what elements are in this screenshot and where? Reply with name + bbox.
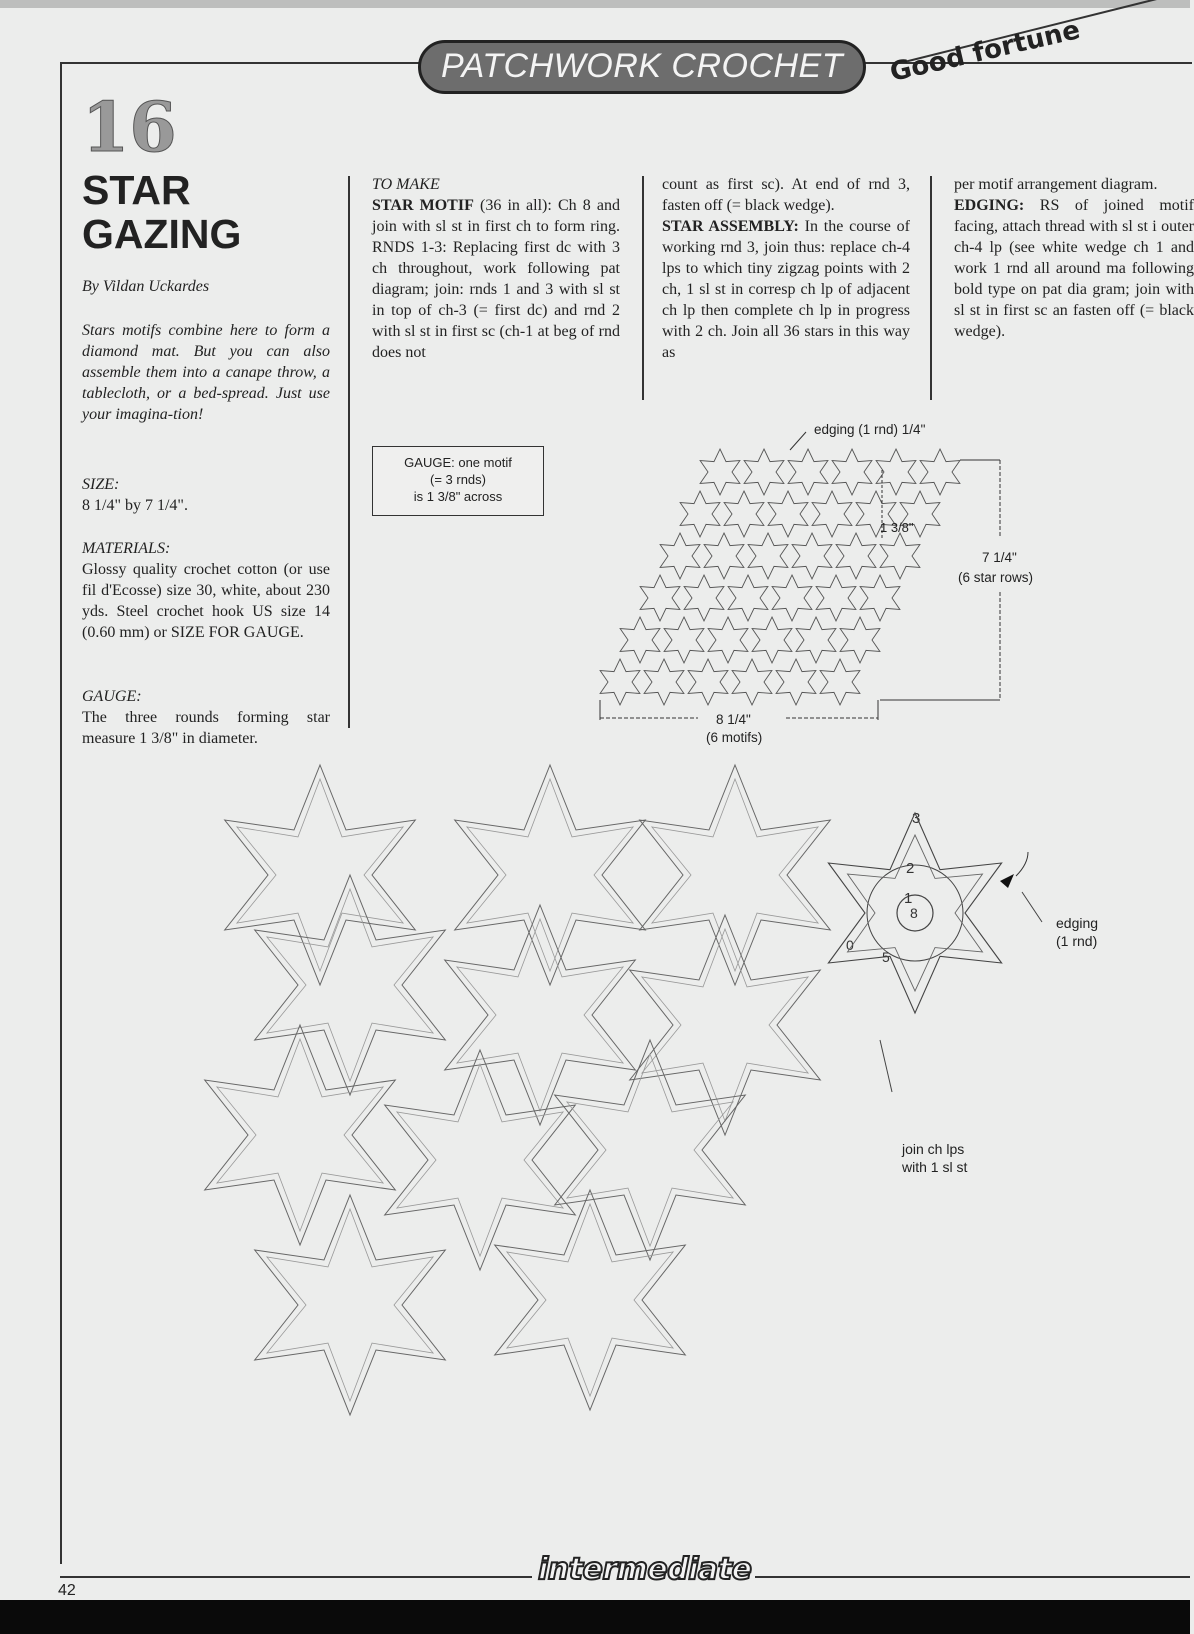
arrangement-star — [816, 575, 856, 621]
intro-text: Stars motifs combine here to form a diamond mat. But you can also assemble them into a canape throw, a tablecloth, or a bed-spread. Just use your imagina-tion! — [82, 322, 330, 423]
stitch-chart — [180, 780, 1099, 1550]
arrangement-star — [772, 575, 812, 621]
arrangement-star — [812, 491, 852, 537]
motif-size-label: 1 3/8" — [880, 520, 914, 535]
chart-star-motif — [255, 875, 446, 1095]
chart-star-motif — [455, 765, 646, 985]
edging-pointer — [790, 432, 806, 450]
column-rule-3 — [930, 176, 932, 400]
edging-pointer-line — [1022, 892, 1042, 922]
footer-rule-right — [755, 1576, 1190, 1578]
height-value-label: 7 1/4" — [982, 550, 1017, 565]
arrangement-star — [640, 575, 680, 621]
gauge-value: The three rounds forming star measure 1 3/8" in diameter. — [82, 709, 330, 747]
pattern-number: 16 — [82, 88, 177, 168]
arrangement-star — [700, 449, 740, 495]
arrangement-star — [732, 659, 772, 705]
arrangement-star — [820, 659, 860, 705]
chart-star-motif — [555, 1040, 746, 1260]
chart-star-motif-inner — [652, 779, 818, 971]
star-motif-continued: count as first sc). At end of rnd 3, fasten off (= black wedge). — [662, 176, 910, 214]
arrangement-star — [680, 491, 720, 537]
chart-star-motif-inner — [567, 1054, 733, 1246]
arrangement-star — [664, 617, 704, 663]
arrangement-star — [832, 449, 872, 495]
arrangement-star — [788, 449, 828, 495]
arrangement-star — [644, 659, 684, 705]
star-assembly-label: STAR ASSEMBLY: — [662, 218, 799, 235]
round-number-1: 1 — [904, 890, 913, 907]
arrangement-star — [600, 659, 640, 705]
pattern-title-line2: GAZING — [82, 211, 242, 257]
arrangement-star — [744, 449, 784, 495]
column-rule-1 — [348, 176, 350, 728]
chart-star-motif-inner — [267, 1209, 433, 1401]
assembly-continued: per motif arrangement diagram. — [954, 176, 1158, 193]
round-number-3: 3 — [912, 810, 921, 827]
join-note-line1: join ch lps — [902, 1141, 965, 1157]
chart-star-motif-inner — [642, 929, 808, 1121]
arrangement-star — [748, 533, 788, 579]
chart-star-motif-inner — [507, 1204, 673, 1396]
chart-star-motif — [255, 1195, 446, 1415]
star-motif-label: STAR MOTIF — [372, 197, 474, 214]
pattern-title — [82, 168, 241, 256]
page-number: 42 — [58, 1582, 76, 1599]
black-wedge-marker — [1000, 874, 1014, 888]
direction-arrow — [1016, 852, 1028, 876]
pattern-title-line1: STAR — [82, 167, 191, 213]
materials-heading: MATERIALS: — [82, 540, 171, 557]
motif-arrangement-diagram — [590, 420, 1060, 760]
arrangement-star — [724, 491, 764, 537]
footer-rule-left — [60, 1576, 532, 1578]
arrangement-star — [752, 617, 792, 663]
instructions-col3 — [662, 174, 910, 363]
chart-star-motif — [640, 765, 831, 985]
arrangement-star — [728, 575, 768, 621]
gauge-heading: GAUGE: — [82, 688, 142, 705]
arrangement-star — [792, 533, 832, 579]
arrangement-star — [704, 533, 744, 579]
join-note-line2: with 1 sl st — [902, 1159, 968, 1175]
arrangement-star — [836, 533, 876, 579]
chart-star-motif-inner — [457, 919, 623, 1111]
arrangement-star — [796, 617, 836, 663]
chart-star-motif-inner — [467, 779, 633, 971]
scan-bottom-edge — [0, 1600, 1190, 1634]
byline: By Vildan Uckardes — [82, 278, 210, 295]
arrangement-star — [920, 449, 960, 495]
detailed-motif-rounds — [828, 810, 1028, 1013]
chart-star-motif — [225, 765, 416, 985]
chart-star-motif-inner — [217, 1039, 383, 1231]
width-value-label: 8 1/4" — [716, 712, 751, 727]
arrangement-star — [860, 575, 900, 621]
gauge-box-line3: is 1 3/8" across — [413, 489, 503, 504]
join-pointer-line — [880, 1040, 892, 1092]
chart-star-motif-inner — [267, 889, 433, 1081]
arrangement-star — [688, 659, 728, 705]
round-number-5: 5 — [882, 949, 890, 965]
star-assembly-text: In the course of working rnd 3, join thus: replace ch-4 lps to which tiny zigzag points with 2 ch, 1 sl st in corresp ch lp of adjacent ch lp then complete ch lp in progress with 2 ch. Join all 36 stars in this way as — [662, 218, 910, 361]
round-number-2: 2 — [906, 860, 915, 877]
height-note-label: (6 star rows) — [958, 570, 1034, 585]
edging-label: EDGING: — [954, 197, 1025, 214]
arrangement-star — [840, 617, 880, 663]
materials-value: Glossy quality crochet cotton (or use fil d'Ecosse) size 30, white, about 230 yds. Steel crochet hook US size 14 (0.60 mm) or SIZE FOR GAUGE. — [82, 561, 330, 641]
edging-side-label: edging — [1056, 915, 1099, 931]
arrangement-star — [660, 533, 700, 579]
arrangement-star — [708, 617, 748, 663]
stitch-chart-star-motifs — [205, 765, 831, 1415]
edging-top-label: edging (1 rnd) 1/4" — [814, 422, 926, 437]
edging-side-note: (1 rnd) — [1056, 933, 1098, 949]
arrangement-star — [684, 575, 724, 621]
size-heading: SIZE: — [82, 476, 120, 493]
section-title-banner: PATCHWORK CROCHET — [418, 40, 866, 94]
arrangement-star — [776, 659, 816, 705]
gauge-box-line2: (= 3 rnds) — [430, 472, 486, 487]
arrangement-star-grid — [600, 449, 960, 705]
skill-level-badge: intermediate — [538, 1552, 752, 1587]
arrangement-star — [620, 617, 660, 663]
star-motif-paragraph — [372, 195, 620, 363]
chart-star-motif — [495, 1190, 686, 1410]
gauge-box-line1: GAUGE: one motif — [404, 455, 512, 470]
star-motif-text: (36 in all): Ch 8 and join with sl st in first ch to form ring. RNDS 1-3: Replacing first dc with 3 ch throughout, work following pat diagram; join: rnds 1 and 3 with sl st in top of ch-3 (= first dc) and rnd 2 with sl st in first sc (ch-1 at beg of rnd does not — [372, 197, 621, 361]
size-value: 8 1/4" by 7 1/4". — [82, 497, 188, 514]
chart-star-motif — [445, 905, 636, 1125]
to-make-heading: TO MAKE — [372, 176, 440, 193]
arrangement-star — [768, 491, 808, 537]
page-top-shade — [0, 0, 1190, 8]
round-number-0: 0 — [846, 937, 854, 953]
chart-star-motif — [630, 915, 821, 1135]
arrangement-star — [880, 533, 920, 579]
instructions-col4 — [954, 174, 1194, 342]
width-note-label: (6 motifs) — [706, 730, 763, 745]
chart-star-motif — [385, 1050, 576, 1270]
gauge-box — [372, 446, 544, 516]
column-rule-2 — [642, 176, 644, 400]
edging-text: RS of joined motif facing, attach thread with sl st i outer ch-4 lp (see white wedge ch 1 and work 1 rnd all around ma following bold type on pat dia gram; join with sl st in first sc an fasten off (= black wedge). — [954, 197, 1194, 340]
slogan: Good fortune — [887, 15, 1083, 89]
center-ring-chain-count: 8 — [910, 905, 918, 921]
chart-star-motif — [205, 1025, 396, 1245]
chart-star-motif-inner — [397, 1064, 563, 1256]
chart-star-motif-inner — [237, 779, 403, 971]
